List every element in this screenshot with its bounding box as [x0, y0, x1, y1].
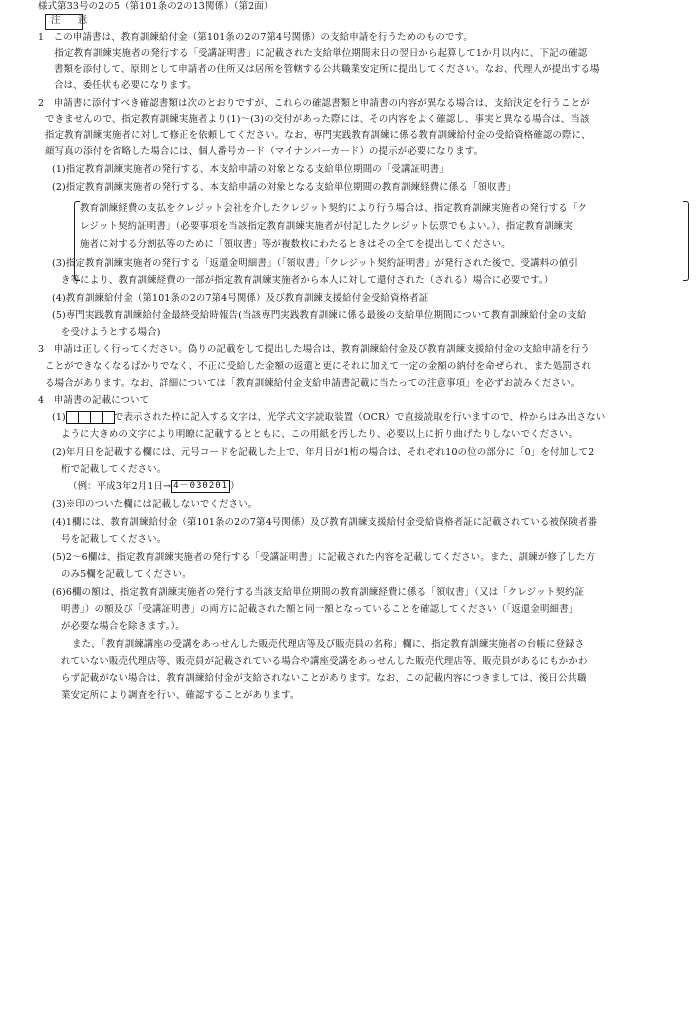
section-2-line: 2 申請書に添付すべき確認書類は次のとおりですが、これらの確認書類と申請書の内容が異なる場合は、支給決定を行うことが	[38, 98, 590, 109]
section-3-line: ことができなくなるばかりでなく、不正に受給した金額の返還と更にそれに加えて一定の金額の納付を命ぜられ、また処罰され	[45, 361, 592, 372]
date-example-code: 4－030201	[173, 481, 229, 491]
section-4-item-1	[52, 410, 605, 426]
section-2-item-5-cont: を受けようとする場合)	[61, 327, 161, 338]
bracket-note-line: 施者に対する分割払等のために「領収書」等が複数枚にわたるときはその全てを提出してください。	[80, 239, 511, 250]
date-example-close: ）	[230, 481, 240, 492]
section-2-item-3: (3)指定教育訓練実施者の発行する「返還金明細書」（「領収書」「クレジット契約証明書」が発行された後で、受講料の値引	[52, 258, 579, 269]
section-4-also-line: また、「教育訓練講座の受講をあっせんした販売代理店等及び販売員の名称」欄に、指定教育訓練実施者の台帳に登録さ	[72, 639, 585, 650]
bracket-note-line: レジット契約証明書」（必要事項を当該指定教育訓練実施者が付記したクレジット伝票でもよい。）、指定教育訓練実	[80, 221, 573, 232]
section-1-line: 書類を添付して、原則として申請者の住所又は居所を管轄する公共職業安定所に提出してください。なお、代理人が提出する場	[54, 64, 600, 75]
section-4-item-2: (2)年月日を記載する欄には、元号コードを記載した上で、年月日が1桁の場合は、それぞれ10の位の部分に「0」を付加して2	[52, 447, 595, 458]
section-3-line: 3 申請は正しく行ってください。偽りの記載をして提出した場合は、教育訓練給付金及び教育訓練支援給付金の支給申請を行う	[38, 344, 590, 355]
ocr-box-sample	[66, 411, 114, 424]
section-1-line: 1 この申請書は、教育訓練給付金（第101条の2の7第4号関係）の支給申請を行うためのものです。	[38, 32, 473, 43]
section-2-line: 顔写真の添付を省略した場合には、個人番号カード（マイナンバーカード）の提示が必要になります。	[45, 146, 484, 157]
section-1-line: 合は、委任状も必要になります。	[54, 80, 197, 91]
section-2-item-4: (4)教育訓練給付金（第101条の2の7第4号関係）及び教育訓練支援給付金受給資格者証	[52, 293, 429, 304]
section-4-item-4-cont: 号を記載してください。	[61, 534, 167, 545]
section-2-item-1: (1)指定教育訓練実施者の発行する、本支給申請の対象となる支給単位期間の「受講証明書」	[52, 164, 449, 175]
section-4-heading: 4 申請書の記載について	[38, 395, 150, 406]
section-3-line: る場合があります。なお、詳細については「教育訓練給付金支給申請書記載に当たっての注意事項」を必ずお読みください。	[45, 378, 581, 389]
form-header: 様式第33号の2の5（第101条の2の13関係）（第2面）	[38, 1, 274, 12]
section-4-item-1-cont: ように大きめの文字により明瞭に記載するとともに、この用紙を汚したり、必要以上に折り曲げたりしないでください。	[61, 429, 579, 440]
section-4-item-2-cont: 桁で記載してください。	[61, 464, 167, 475]
section-4-item-6-cont: 明書」）の額及び「受講証明書」の両方に記載された額と同一額となっていることを確認してください（「返還金明細書」	[61, 604, 579, 615]
section-2-line: 指定教育訓練実施者に対して修正を依頼してください。なお、専門実践教育訓練に係る教育訓練給付金の受給資格確認の際に、	[45, 130, 591, 141]
section-4-item-5: (5)2～6欄は、指定教育訓練実施者の発行する「受講証明書」に記載された内容を記載してください。また、訓練が修了した方	[52, 552, 596, 563]
date-example	[68, 479, 240, 495]
section-2-line: できませんので、指定教育訓練実施者より(1)～(3)の交付があった際には、その内容をよく確認し、事実と異なる場合は、当該	[45, 114, 590, 125]
section-4-item-3: (3)※印のついた欄には記載しないでください。	[52, 499, 258, 510]
item-1-prefix: (1)	[52, 412, 66, 423]
section-2-item-5: (5)専門実践教育訓練給付金最終受給時報告(当該専門実践教育訓練に係る最後の支給単位期間について教育訓練給付金の支給	[52, 310, 587, 321]
section-4-also-line: れていない販売代理店等、販売員が記載されている場合や講座受講をあっせんした販売代理店等、販売員があるにもかかわ	[61, 656, 588, 667]
section-4-also-line: 業安定所により調査を行い、確認することがあります。	[61, 690, 300, 701]
bracket-right	[683, 201, 689, 281]
section-4-item-6: (6)6欄の額は、指定教育訓練実施者の発行する当該支給単位期間の教育訓練経費に係る「領収書」（又は「クレジット契約証	[52, 587, 585, 598]
section-4-item-6-cont: が必要な場合を除きます。）。	[61, 621, 185, 632]
section-2-item-3-cont: き等により、教育訓練経費の一部が指定教育訓練実施者から本人に対して還付された（される）場合に必要です。）	[61, 275, 554, 286]
note-label: 注 意	[51, 15, 92, 26]
item-1-text: で表示された枠に記入する文字は、光学式文字読取装置（OCR）で直接読取を行いますので、枠からはみ出さない	[113, 412, 606, 423]
section-4-item-5-cont: のみ5欄を記載してください。	[61, 569, 192, 580]
bracket-note-line: 教育訓練経費の支払をクレジット会社を介したクレジット契約により行う場合は、指定教育訓練実施者の発行する「ク	[80, 203, 588, 214]
section-4-also-line: らず記載がない場合は、教育訓練給付金が支給されないことがあります。なお、この記載内容につきましては、後日公共職	[61, 673, 587, 684]
date-example-label: （例：平成3年2月1日→	[68, 481, 172, 492]
section-2-item-2: (2)指定教育訓練実施者の発行する、本支給申請の対象となる支給単位期間の教育訓練経費に係る「領収書」	[52, 182, 516, 193]
section-4-item-4: (4)1欄には、教育訓練給付金（第101条の2の7第4号関係）及び教育訓練支援給付金受給資格者証に記載されている被保険者番	[52, 517, 598, 528]
section-1-line: 指定教育訓練実施者の発行する「受講証明書」に記載された支給単位期間末日の翌日から起算して1か月以内に、下記の確認	[45, 48, 588, 59]
